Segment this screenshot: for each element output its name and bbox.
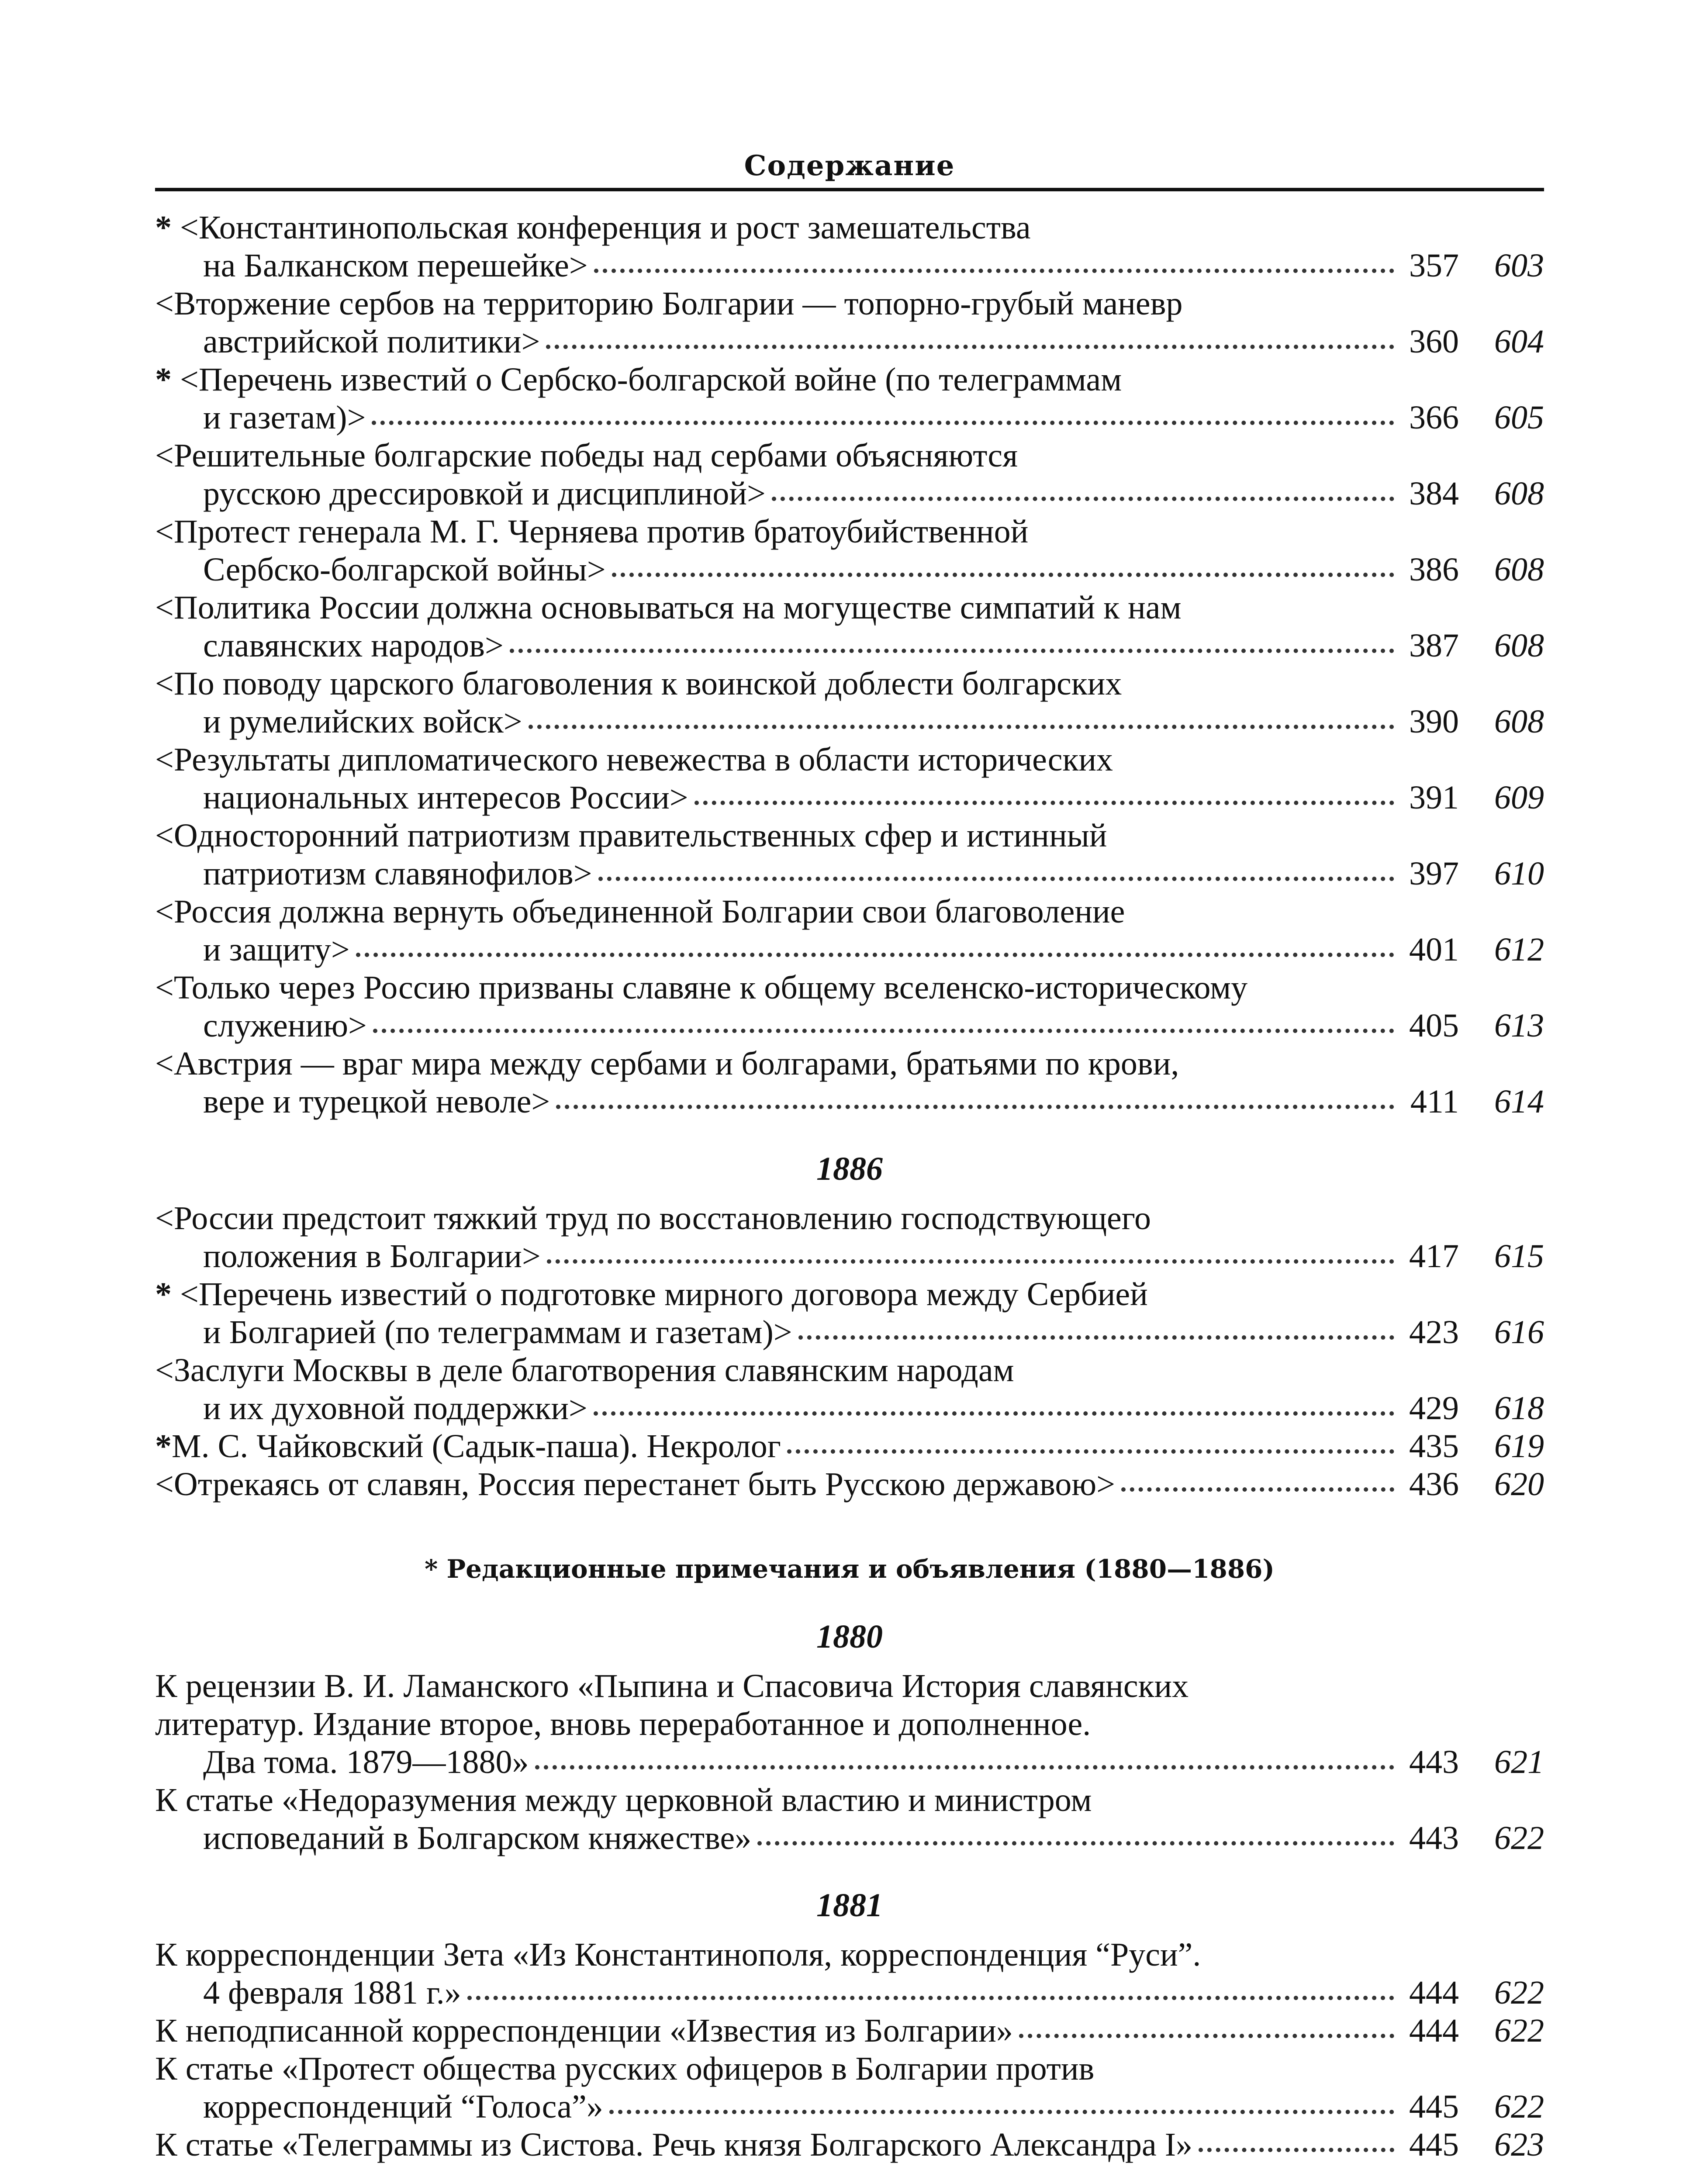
entry-title-text: <Перечень известий о подготовке мирного договора между Сербией — [180, 1276, 1148, 1313]
entry-title-text: <Заслуги Москвы в деле благотворения славянским народам — [155, 1352, 1014, 1389]
entry-title-line — [155, 513, 1544, 551]
entry-title-text: и их духовной поддержки> — [203, 1390, 587, 1427]
entry-title-line — [155, 1743, 1544, 1781]
entry-title-text: исповеданий в Болгарском княжестве» — [203, 1820, 752, 1856]
entry-title-text: австрийской политики> — [203, 323, 540, 360]
page-number-ref: 423 — [1409, 1314, 1459, 1351]
dot-leader — [694, 801, 1394, 805]
commentary-page-ref: 610 — [1494, 855, 1544, 892]
entry-title-text: Сербско-болгарской войны> — [203, 551, 606, 588]
page-number-ref: 360 — [1409, 323, 1459, 360]
entry-title-text: и газетам)> — [203, 399, 366, 436]
page-number-ref: 411 — [1410, 1083, 1459, 1120]
page-number-ref: 405 — [1409, 1007, 1459, 1044]
commentary-page-ref: 622 — [1494, 1974, 1544, 2011]
entry-title-text: <По поводу царского благоволения к воинской доблести болгарских — [155, 665, 1122, 702]
page-number-ref: 357 — [1409, 247, 1459, 284]
entry-title-line — [155, 1974, 1544, 2012]
commentary-page-ref: 621 — [1494, 1744, 1544, 1780]
dot-leader — [757, 1841, 1394, 1845]
commentary-page-ref: 616 — [1494, 1314, 1544, 1351]
page-number-ref: 429 — [1409, 1390, 1459, 1427]
entry-title-text: национальных интересов России> — [203, 779, 688, 816]
running-header: Содержание — [744, 149, 955, 182]
entry-title-text: русскою дрессировкой и дисциплиной> — [203, 475, 766, 512]
entry-title-line — [155, 665, 1544, 703]
toc-part-notes — [155, 1615, 1544, 2164]
header-rule — [155, 188, 1544, 191]
page-number-ref: 444 — [1409, 1974, 1459, 2011]
entry-title-text: на Балканском перешейке> — [203, 247, 588, 284]
commentary-page-ref: 603 — [1494, 247, 1544, 284]
entry-title-line — [155, 209, 1544, 247]
entry-title-text: <Односторонний патриотизм правительственных сфер и истинный — [155, 817, 1107, 854]
dot-leader — [373, 1029, 1394, 1033]
entry-title-text: <Политика России должна основываться на могуществе симпатий к нам — [155, 589, 1182, 626]
year-heading: 1880 — [816, 1618, 883, 1655]
entry-title-line — [155, 1237, 1544, 1275]
page-number-ref: 401 — [1409, 931, 1459, 968]
entry-title-text: и Болгарией (по телеграммам и газетам)> — [203, 1314, 792, 1351]
asterisk-mark: * — [425, 1554, 447, 1584]
toc-entry — [155, 1351, 1544, 1427]
page-number-ref: 445 — [1409, 2126, 1459, 2163]
entry-title-line — [155, 1313, 1544, 1351]
asterisk-mark: * — [155, 1276, 180, 1313]
commentary-page-ref: 623 — [1494, 2126, 1544, 2163]
dot-leader — [787, 1449, 1394, 1454]
page-number-ref: 386 — [1409, 551, 1459, 588]
dot-leader — [510, 649, 1394, 653]
page-number-ref: 387 — [1409, 627, 1459, 664]
page-number-ref: 384 — [1409, 475, 1459, 512]
entry-title-text: К статье «Недоразумения между церковной властию и министром — [155, 1782, 1092, 1818]
entry-title-line — [155, 1427, 1544, 1465]
dot-leader — [535, 1765, 1394, 1769]
toc-entry — [155, 1936, 1544, 2012]
entry-title-line — [155, 1083, 1544, 1121]
commentary-page-ref: 608 — [1494, 703, 1544, 740]
page-number-ref: 443 — [1409, 1820, 1459, 1856]
entry-title-line — [155, 1705, 1544, 1743]
commentary-page-ref: 613 — [1494, 1007, 1544, 1044]
commentary-page-ref: 608 — [1494, 627, 1544, 664]
commentary-page-ref: 618 — [1494, 1390, 1544, 1427]
commentary-page-ref: 604 — [1494, 323, 1544, 360]
dot-leader — [1019, 2034, 1394, 2038]
year-heading: 1886 — [816, 1151, 883, 1187]
entry-title-text: М. С. Чайковский (Садык-паша). Некролог — [172, 1428, 781, 1465]
entry-title-text: патриотизм славянофилов> — [203, 855, 592, 892]
entry-title-line — [155, 2126, 1544, 2164]
entry-title-line — [155, 1007, 1544, 1045]
commentary-page-ref: 619 — [1494, 1428, 1544, 1465]
toc-entry — [155, 1275, 1544, 1351]
dot-leader — [556, 1105, 1394, 1109]
entry-title-line — [155, 779, 1544, 817]
entry-title-text: К статье «Протест общества русских офицеров в Болгарии против — [155, 2050, 1095, 2087]
entry-title-text: 4 февраля 1881 г.» — [203, 1974, 461, 2011]
toc-entry — [155, 2050, 1544, 2126]
toc-entry — [155, 361, 1544, 437]
entry-title-line — [155, 399, 1544, 437]
dot-leader — [594, 269, 1394, 273]
entry-title-line — [155, 741, 1544, 779]
commentary-page-ref: 622 — [1494, 2012, 1544, 2049]
entry-title-line — [155, 817, 1544, 855]
entry-title-line — [155, 703, 1544, 741]
commentary-page-ref: 615 — [1494, 1238, 1544, 1275]
toc-entry — [155, 2012, 1544, 2050]
toc-entry — [155, 969, 1544, 1045]
commentary-page-ref: 620 — [1494, 1466, 1544, 1503]
entry-title-text: <Перечень известий о Сербско-болгарской войне (по телеграммам — [180, 361, 1122, 398]
entry-title-text: служению> — [203, 1007, 367, 1044]
entry-title-line — [155, 2050, 1544, 2088]
commentary-page-ref: 605 — [1494, 399, 1544, 436]
page-number-ref: 391 — [1409, 779, 1459, 816]
entry-title-line — [155, 627, 1544, 665]
toc-entry — [155, 513, 1544, 589]
page-number-ref: 366 — [1409, 399, 1459, 436]
entry-title-line — [155, 475, 1544, 513]
entry-title-line — [155, 437, 1544, 475]
toc-entry — [155, 893, 1544, 969]
entry-title-text: К неподписанной корреспонденции «Известия из Болгарии» — [155, 2012, 1013, 2049]
dot-leader — [547, 1259, 1394, 1264]
dot-leader — [612, 573, 1394, 577]
dot-leader — [356, 953, 1394, 957]
entry-title-text: <Протест генерала М. Г. Черняева против братоубийственной — [155, 513, 1029, 550]
toc-entry — [155, 1199, 1544, 1275]
dot-leader — [1199, 2148, 1394, 2152]
page-number-ref: 390 — [1409, 703, 1459, 740]
page-number-ref: 435 — [1409, 1428, 1459, 1465]
entry-title-line — [155, 1199, 1544, 1237]
commentary-page-ref: 614 — [1494, 1083, 1544, 1120]
dot-leader — [594, 1411, 1394, 1416]
dot-leader — [598, 877, 1394, 881]
entry-title-line — [155, 361, 1544, 399]
dot-leader — [609, 2110, 1394, 2114]
entry-title-text: и защиту> — [203, 931, 350, 968]
entry-title-text: <Результаты дипломатического невежества в области исторических — [155, 741, 1113, 778]
entry-title-text: <Австрия — враг мира между сербами и болгарами, братьями по крови, — [155, 1045, 1179, 1082]
commentary-page-ref: 622 — [1494, 2088, 1544, 2125]
commentary-page-ref: 608 — [1494, 475, 1544, 512]
page-number-ref: 397 — [1409, 855, 1459, 892]
dot-leader — [529, 725, 1394, 729]
entry-title-line — [155, 1275, 1544, 1313]
dot-leader — [798, 1335, 1394, 1340]
dot-leader — [546, 345, 1394, 349]
entry-title-text: славянских народов> — [203, 627, 504, 664]
entry-title-text: К рецензии В. И. Ламанского «Пыпина и Спасовича История славянских — [155, 1668, 1189, 1704]
entry-title-line — [155, 589, 1544, 627]
dot-leader — [467, 1996, 1394, 2000]
toc-entry — [155, 741, 1544, 817]
entry-title-line — [155, 969, 1544, 1007]
entry-title-line — [155, 285, 1544, 323]
toc-entry — [155, 1427, 1544, 1465]
entry-title-line — [155, 1465, 1544, 1503]
entry-title-text: Два тома. 1879—1880» — [203, 1744, 529, 1780]
toc-part-articles — [155, 209, 1544, 1503]
page-number-ref: 444 — [1409, 2012, 1459, 2049]
asterisk-mark: * — [155, 361, 180, 398]
entry-title-text: литератур. Издание второе, вновь переработанное и дополненное. — [155, 1706, 1091, 1742]
dot-leader — [1121, 1487, 1394, 1492]
page-number-ref: 443 — [1409, 1744, 1459, 1780]
commentary-page-ref: 608 — [1494, 551, 1544, 588]
asterisk-mark: * — [155, 1428, 172, 1465]
entry-title-text: <России предстоит тяжкий труд по восстановлению господствующего — [155, 1200, 1151, 1237]
entry-title-line — [155, 1667, 1544, 1705]
entry-title-line — [155, 323, 1544, 361]
entry-title-line — [155, 2088, 1544, 2126]
page-number-ref: 417 — [1409, 1238, 1459, 1275]
entry-title-text: <Решительные болгарские победы над сербами объясняются — [155, 437, 1018, 474]
entry-title-line — [155, 2012, 1544, 2050]
entry-title-text: и румелийских войск> — [203, 703, 522, 740]
page-number-ref: 445 — [1409, 2088, 1459, 2125]
entry-title-text: К корреспонденции Зета «Из Константинополя, корреспонденция “Руси”. — [155, 1936, 1201, 1973]
toc-entry — [155, 589, 1544, 665]
toc-entry — [155, 1667, 1544, 1781]
toc-entry — [155, 1465, 1544, 1503]
entry-title-text: <Отрекаясь от славян, Россия перестанет быть Русскою державою> — [155, 1466, 1116, 1503]
toc-page — [155, 144, 1544, 2164]
toc-entry — [155, 1781, 1544, 1857]
entry-title-line — [155, 1819, 1544, 1857]
entry-title-text: положения в Болгарии> — [203, 1238, 541, 1275]
entry-title-line — [155, 247, 1544, 285]
toc-entry — [155, 209, 1544, 285]
entry-title-line — [155, 893, 1544, 931]
commentary-page-ref: 609 — [1494, 779, 1544, 816]
entry-title-line — [155, 551, 1544, 589]
entry-title-text: К статье «Телеграммы из Систова. Речь князя Болгарского Александра I» — [155, 2126, 1193, 2163]
toc-entry — [155, 437, 1544, 513]
toc-entry — [155, 1045, 1544, 1121]
toc-entry — [155, 285, 1544, 361]
toc-entry — [155, 2126, 1544, 2164]
entry-title-text: <Россия должна вернуть объединенной Болгарии свои благоволение — [155, 893, 1125, 930]
entry-title-text: <Вторжение сербов на территорию Болгарии — топорно-грубый маневр — [155, 285, 1183, 322]
section-subheading: * Редакционные примечания и объявления (1880—1886) — [425, 1554, 1275, 1584]
year-heading: 1881 — [816, 1887, 883, 1924]
commentary-page-ref: 622 — [1494, 1820, 1544, 1856]
entry-title-text: <Только через Россию призваны славяне к общему вселенско-историческому — [155, 969, 1248, 1006]
toc-entry — [155, 665, 1544, 741]
entry-title-line — [155, 1389, 1544, 1427]
entry-title-line — [155, 1045, 1544, 1083]
toc-entry — [155, 817, 1544, 893]
asterisk-mark: * — [155, 209, 180, 246]
entry-title-text: корреспонденций “Голоса”» — [203, 2088, 603, 2125]
entry-title-line — [155, 1351, 1544, 1389]
entry-title-text: вере и турецкой неволе> — [203, 1083, 550, 1120]
commentary-page-ref: 612 — [1494, 931, 1544, 968]
entry-title-line — [155, 855, 1544, 893]
page-number-ref: 436 — [1409, 1466, 1459, 1503]
dot-leader — [372, 421, 1394, 425]
entry-title-line — [155, 1936, 1544, 1974]
entry-title-text: <Константинопольская конференция и рост замешательства — [180, 209, 1031, 246]
entry-title-line — [155, 931, 1544, 969]
dot-leader — [772, 497, 1394, 501]
entry-title-line — [155, 1781, 1544, 1819]
